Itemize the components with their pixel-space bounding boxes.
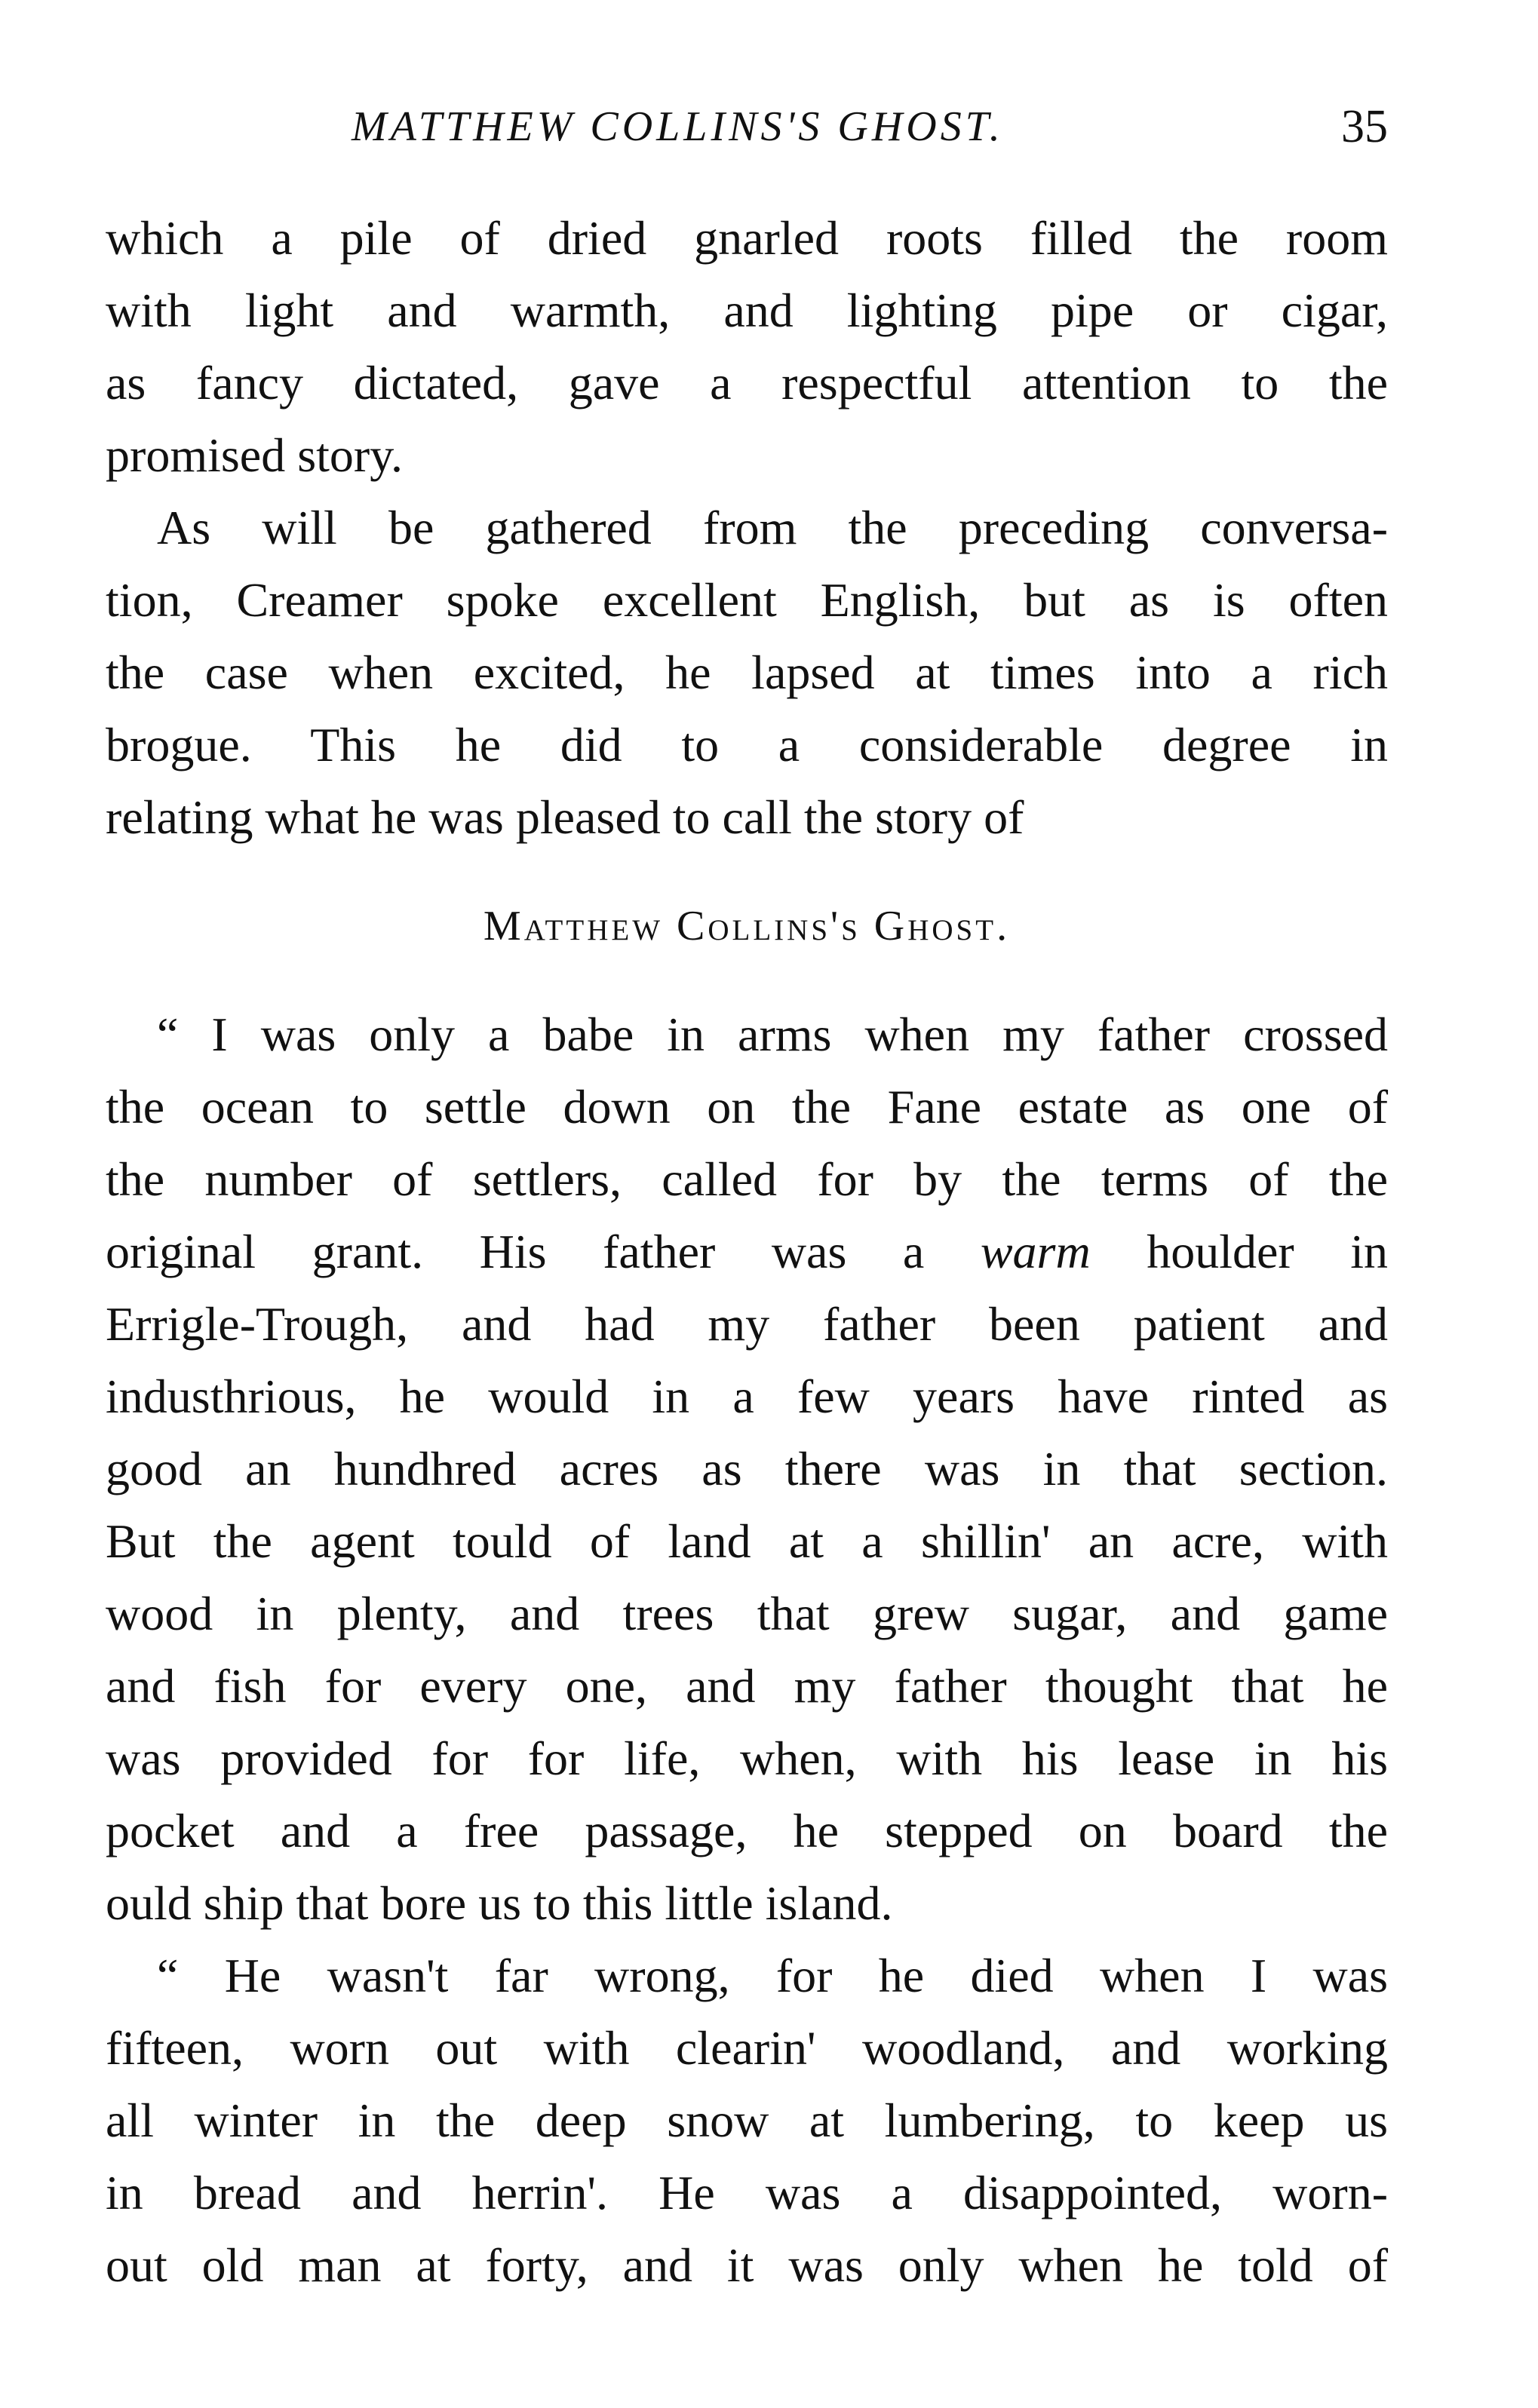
text-line: good an hundhred acres as there was in that section. <box>106 1442 1388 1495</box>
text-line: wood in plenty, and trees that grew sugar, and game <box>106 1587 1388 1640</box>
text-line: which a pile of dried gnarled roots filled the room <box>106 211 1388 265</box>
text-line: the number of settlers, called for by the terms of the <box>106 1152 1388 1206</box>
text-line: pocket and a free passage, he stepped on board the <box>106 1804 1388 1857</box>
text-line: and fish for every one, and my father thought that he <box>106 1659 1388 1713</box>
text-line: was provided for for life, when, with his lease in his <box>106 1732 1388 1785</box>
text-line: industhrious, he would in a few years have rinted as <box>106 1370 1388 1423</box>
text-line: the case when excited, he lapsed at times into a rich <box>106 646 1388 699</box>
text-line: out old man at forty, and it was only when he told of <box>106 2238 1388 2292</box>
text-line: the ocean to settle down on the Fane estate as one of <box>106 1080 1388 1133</box>
text-line: As will be gathered from the preceding conversa- <box>157 501 1388 554</box>
text-line: as fancy dictated, gave a respectful attention to the <box>106 356 1388 410</box>
text-line <box>106 1216 1388 1288</box>
text-line: ould ship that bore us to this little island. <box>106 1876 893 1930</box>
text-line: with light and warmth, and lighting pipe or cigar, <box>106 284 1388 337</box>
text-line: Errigle-Trough, and had my father been patient and <box>106 1297 1388 1351</box>
text-fragment: houlder in <box>1147 1225 1389 1278</box>
text-line: all winter in the deep snow at lumbering, to keep us <box>106 2094 1388 2147</box>
paragraph <box>106 492 1388 854</box>
emphasized-word: warm <box>980 1225 1091 1278</box>
running-title: MATTHEW COLLINS'S GHOST. <box>351 103 1004 150</box>
paragraph <box>106 998 1388 1940</box>
text-line: tion, Creamer spoke excellent English, but as is often <box>106 573 1388 627</box>
running-head <box>106 89 1388 164</box>
text-line: promised story. <box>106 428 404 482</box>
paragraph <box>106 1940 1388 2302</box>
text-line: in bread and herrin'. He was a disappointed, worn- <box>106 2166 1388 2219</box>
text-line: relating what he was pleased to call the story of <box>106 790 1024 844</box>
text-line: But the agent tould of land at a shillin' an acre, with <box>106 1514 1388 1568</box>
text-line: “ He wasn't far wrong, for he died when I was <box>157 1949 1388 2002</box>
paragraph <box>106 202 1388 492</box>
body-text <box>106 202 1388 2302</box>
text-line: fifteen, worn out with clearin' woodland, and working <box>106 2021 1388 2075</box>
text-line: “ I was only a babe in arms when my father crossed <box>157 1008 1388 1061</box>
text-line: brogue. This he did to a considerable degree in <box>106 718 1388 771</box>
page-number: 35 <box>1341 101 1388 152</box>
text-fragment: original grant. His father was a <box>106 1225 925 1278</box>
section-heading: Matthew Collins's Ghost. <box>483 903 1011 949</box>
